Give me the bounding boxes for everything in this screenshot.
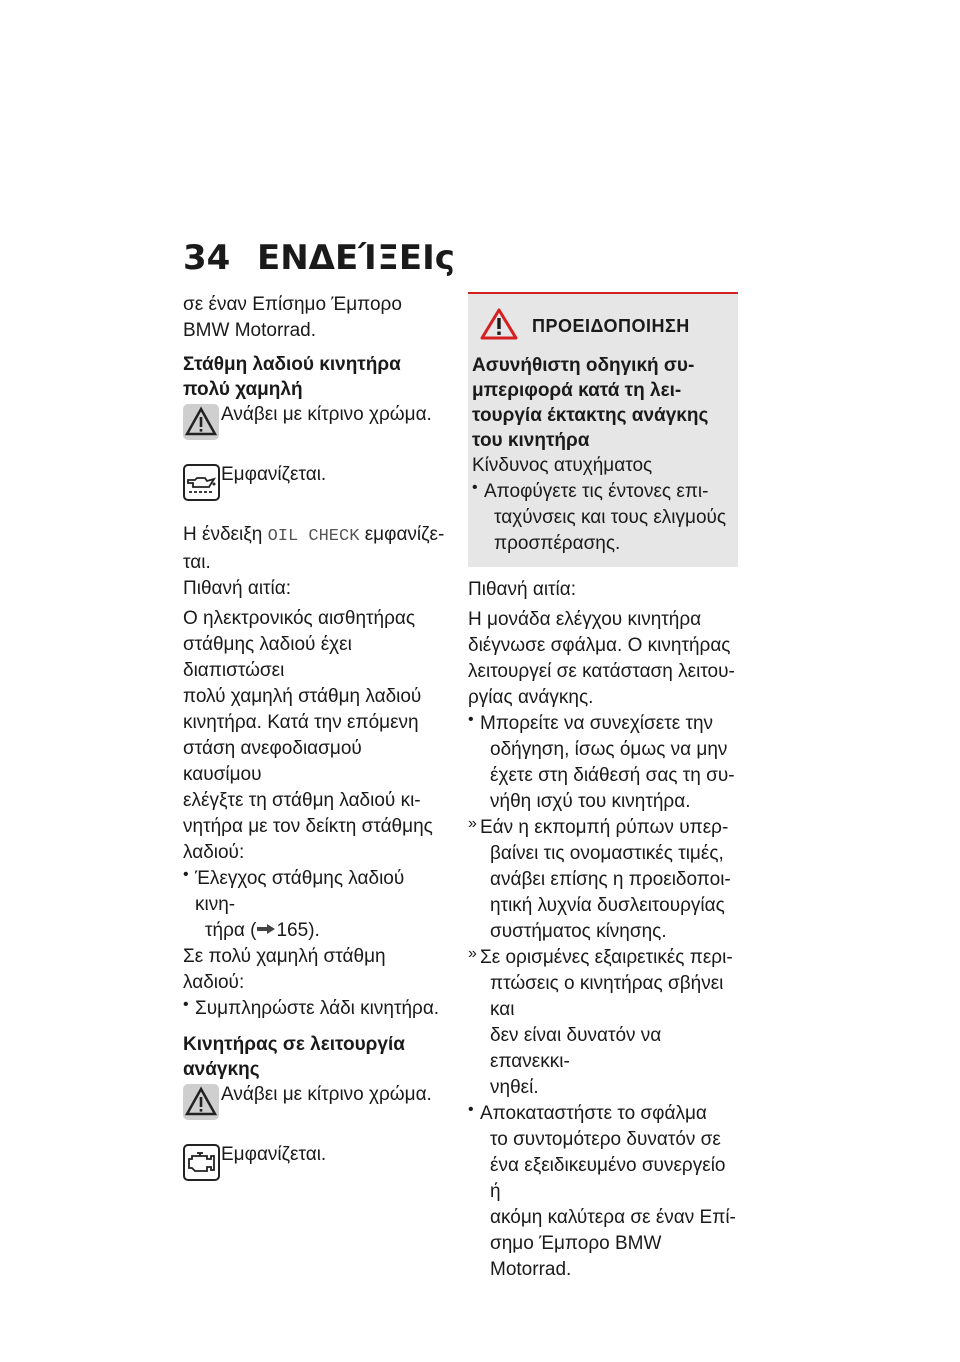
warning-triangle-icon <box>480 308 518 345</box>
warning-label: ΠΡΟΕΙΔΟΠΟΙΗΣΗ <box>532 316 690 336</box>
warning-title: Ασυνήθιστη οδηγική συ- <box>472 355 695 376</box>
warning-title: τουργία έκτακτης ανάγκης <box>472 405 709 426</box>
warning-title: του κινητήρα <box>472 430 590 451</box>
section-title: πολύ χαμηλή <box>183 379 303 400</box>
list-item-text: νήθη ισχύ του κινητήρα. <box>490 791 691 812</box>
cause-line: νητήρα με τον δείκτη στάθμης <box>183 816 433 837</box>
list-item-text: Συμπληρώστε λάδι κινητήρα. <box>195 998 440 1020</box>
page-header <box>183 238 455 278</box>
result-arrow-icon: » <box>468 945 477 962</box>
list-item-text: σημο Έμπορο BMW Motorrad. <box>490 1233 662 1280</box>
left-column <box>183 292 445 1202</box>
list-item-text: έχετε στη διάθεσή σας τη συ- <box>490 765 735 786</box>
cause-line: ργίας ανάγκης. <box>468 687 594 708</box>
indicator-description: Εμφανίζεται. <box>221 464 327 485</box>
page-reference-link[interactable]: 165 <box>276 920 309 942</box>
result-text: πτώσεις ο κινητήρας σβήνει και <box>490 973 724 1020</box>
list-item-text: προσπέρασης. <box>494 533 621 554</box>
indicator-row-oil <box>183 464 445 522</box>
indicator-description: Ανάβει με κίτρινο χρώμα. <box>221 404 432 425</box>
bullet-icon: • <box>183 866 189 883</box>
section-title: Κινητήρας σε λειτουργία <box>183 1034 405 1056</box>
result-text: Σε ορισμένες εξαιρετικές περι- <box>480 947 733 968</box>
list-item-text: ακόμη καλύτερα σε έναν Επί- <box>490 1207 736 1228</box>
result-text: νηθεί. <box>490 1077 539 1098</box>
engine-malfunction-icon <box>183 1144 220 1181</box>
list-item-text: Αποφύγετε τις έντονες επι- <box>484 481 709 502</box>
warning-title: μπεριφορά κατά τη λει- <box>472 380 682 401</box>
cause-label: Πιθανή αιτία: <box>468 579 577 600</box>
cause-line: Ο ηλεκτρονικός αισθητήρας <box>183 608 416 629</box>
list-item-text <box>195 918 445 944</box>
cause-line: κινητήρα. Κατά την επόμενη <box>183 712 419 733</box>
cause-line: Η μονάδα ελέγχου κινητήρα <box>468 609 702 630</box>
display-message-line: ται. <box>183 552 211 573</box>
warning-risk: Κίνδυνος ατυχήματος <box>472 455 653 476</box>
result-arrow-icon: » <box>468 815 477 832</box>
bullet-icon: • <box>468 711 474 728</box>
cause-line: διέγνωσε σφάλμα. Ο κινητήρας <box>468 635 731 656</box>
list-item-text: ταχύνσεις και τους ελιγμούς <box>494 507 727 528</box>
display-message-line <box>183 522 445 550</box>
cause-line: ελέγξτε τη στάθμη λαδιού κι- <box>183 790 421 811</box>
result-text: συστήματος κίνησης. <box>490 921 667 942</box>
list-item <box>472 479 734 557</box>
cause-line: λαδιού: <box>183 842 245 863</box>
display-code: OIL CHECK <box>267 527 360 546</box>
list-item-text-part: τήρα ( <box>205 920 257 942</box>
list-item-text-part: ). <box>308 920 320 942</box>
page-number: 34 <box>183 238 231 278</box>
indicator-description: Ανάβει με κίτρινο χρώμα. <box>221 1084 432 1106</box>
general-warning-light-icon <box>183 404 219 440</box>
indicator-description: Εμφανίζεται. <box>221 1144 327 1166</box>
list-item <box>468 1101 738 1283</box>
list-item-text: οδήγηση, ίσως όμως να μην <box>490 739 728 760</box>
section-title: Στάθμη λαδιού κινητήρα <box>183 354 401 375</box>
result-text: ανάβει επίσης η προειδοποι- <box>490 869 731 890</box>
display-suffix: εμφανίζε- <box>364 524 445 545</box>
intro-line: BMW Motorrad. <box>183 320 317 341</box>
list-item-text: Μπορείτε να συνεχίσετε την <box>480 713 714 734</box>
indicator-row-yellow-warning <box>183 1084 445 1142</box>
intro-line: σε έναν Επίσημο Έμπορο <box>183 294 402 315</box>
warning-box <box>468 292 738 567</box>
chapter-title: ΕΝΔΕΊΞΕΙς <box>257 238 455 278</box>
result-item <box>468 815 738 945</box>
low-level-label: Σε πολύ χαμηλή στάθμη λαδιού: <box>183 946 386 994</box>
page-reference-arrow-icon <box>256 918 276 944</box>
oil-level-icon <box>183 464 220 501</box>
cause-line: λειτουργεί σε κατάσταση λειτου- <box>468 661 735 682</box>
general-warning-light-icon <box>183 1084 219 1120</box>
result-item <box>468 945 738 1101</box>
indicator-row-yellow-warning <box>183 404 445 462</box>
cause-line: στάθμης λαδιού έχει διαπιστώσει <box>183 634 352 681</box>
list-item <box>183 866 445 944</box>
warning-header <box>480 308 734 345</box>
bullet-icon: • <box>468 1101 474 1118</box>
result-text: Εάν η εκπομπή ρύπων υπερ- <box>480 817 729 838</box>
cause-line: στάση ανεφοδιασμού καυσίμου <box>183 738 362 785</box>
bullet-icon: • <box>183 996 189 1014</box>
list-item-text: ένα εξειδικευμένο συνεργείο ή <box>490 1155 726 1202</box>
list-item-text: Αποκαταστήστε το σφάλμα <box>480 1103 707 1124</box>
cause-text <box>183 606 445 866</box>
right-column <box>468 292 738 1283</box>
display-prefix: Η ένδειξη <box>183 524 263 545</box>
result-text: ητική λυχνία δυσλειτουργίας <box>490 895 725 916</box>
result-text: δεν είναι δυνατόν να επανεκκι- <box>490 1025 662 1072</box>
list-item <box>183 996 445 1022</box>
list-item <box>468 711 738 815</box>
result-text: βαίνει τις ονομαστικές τιμές, <box>490 843 724 864</box>
cause-label: Πιθανή αιτία: <box>183 578 292 599</box>
section-title: ανάγκης <box>183 1059 260 1081</box>
indicator-row-engine <box>183 1144 445 1202</box>
bullet-icon: • <box>472 479 478 496</box>
list-item-text: το συντομότερο δυνατόν σε <box>490 1129 721 1150</box>
cause-line: πολύ χαμηλή στάθμη λαδιού <box>183 686 422 707</box>
list-item-text: Έλεγχος στάθμης λαδιού κινη- <box>195 868 405 915</box>
